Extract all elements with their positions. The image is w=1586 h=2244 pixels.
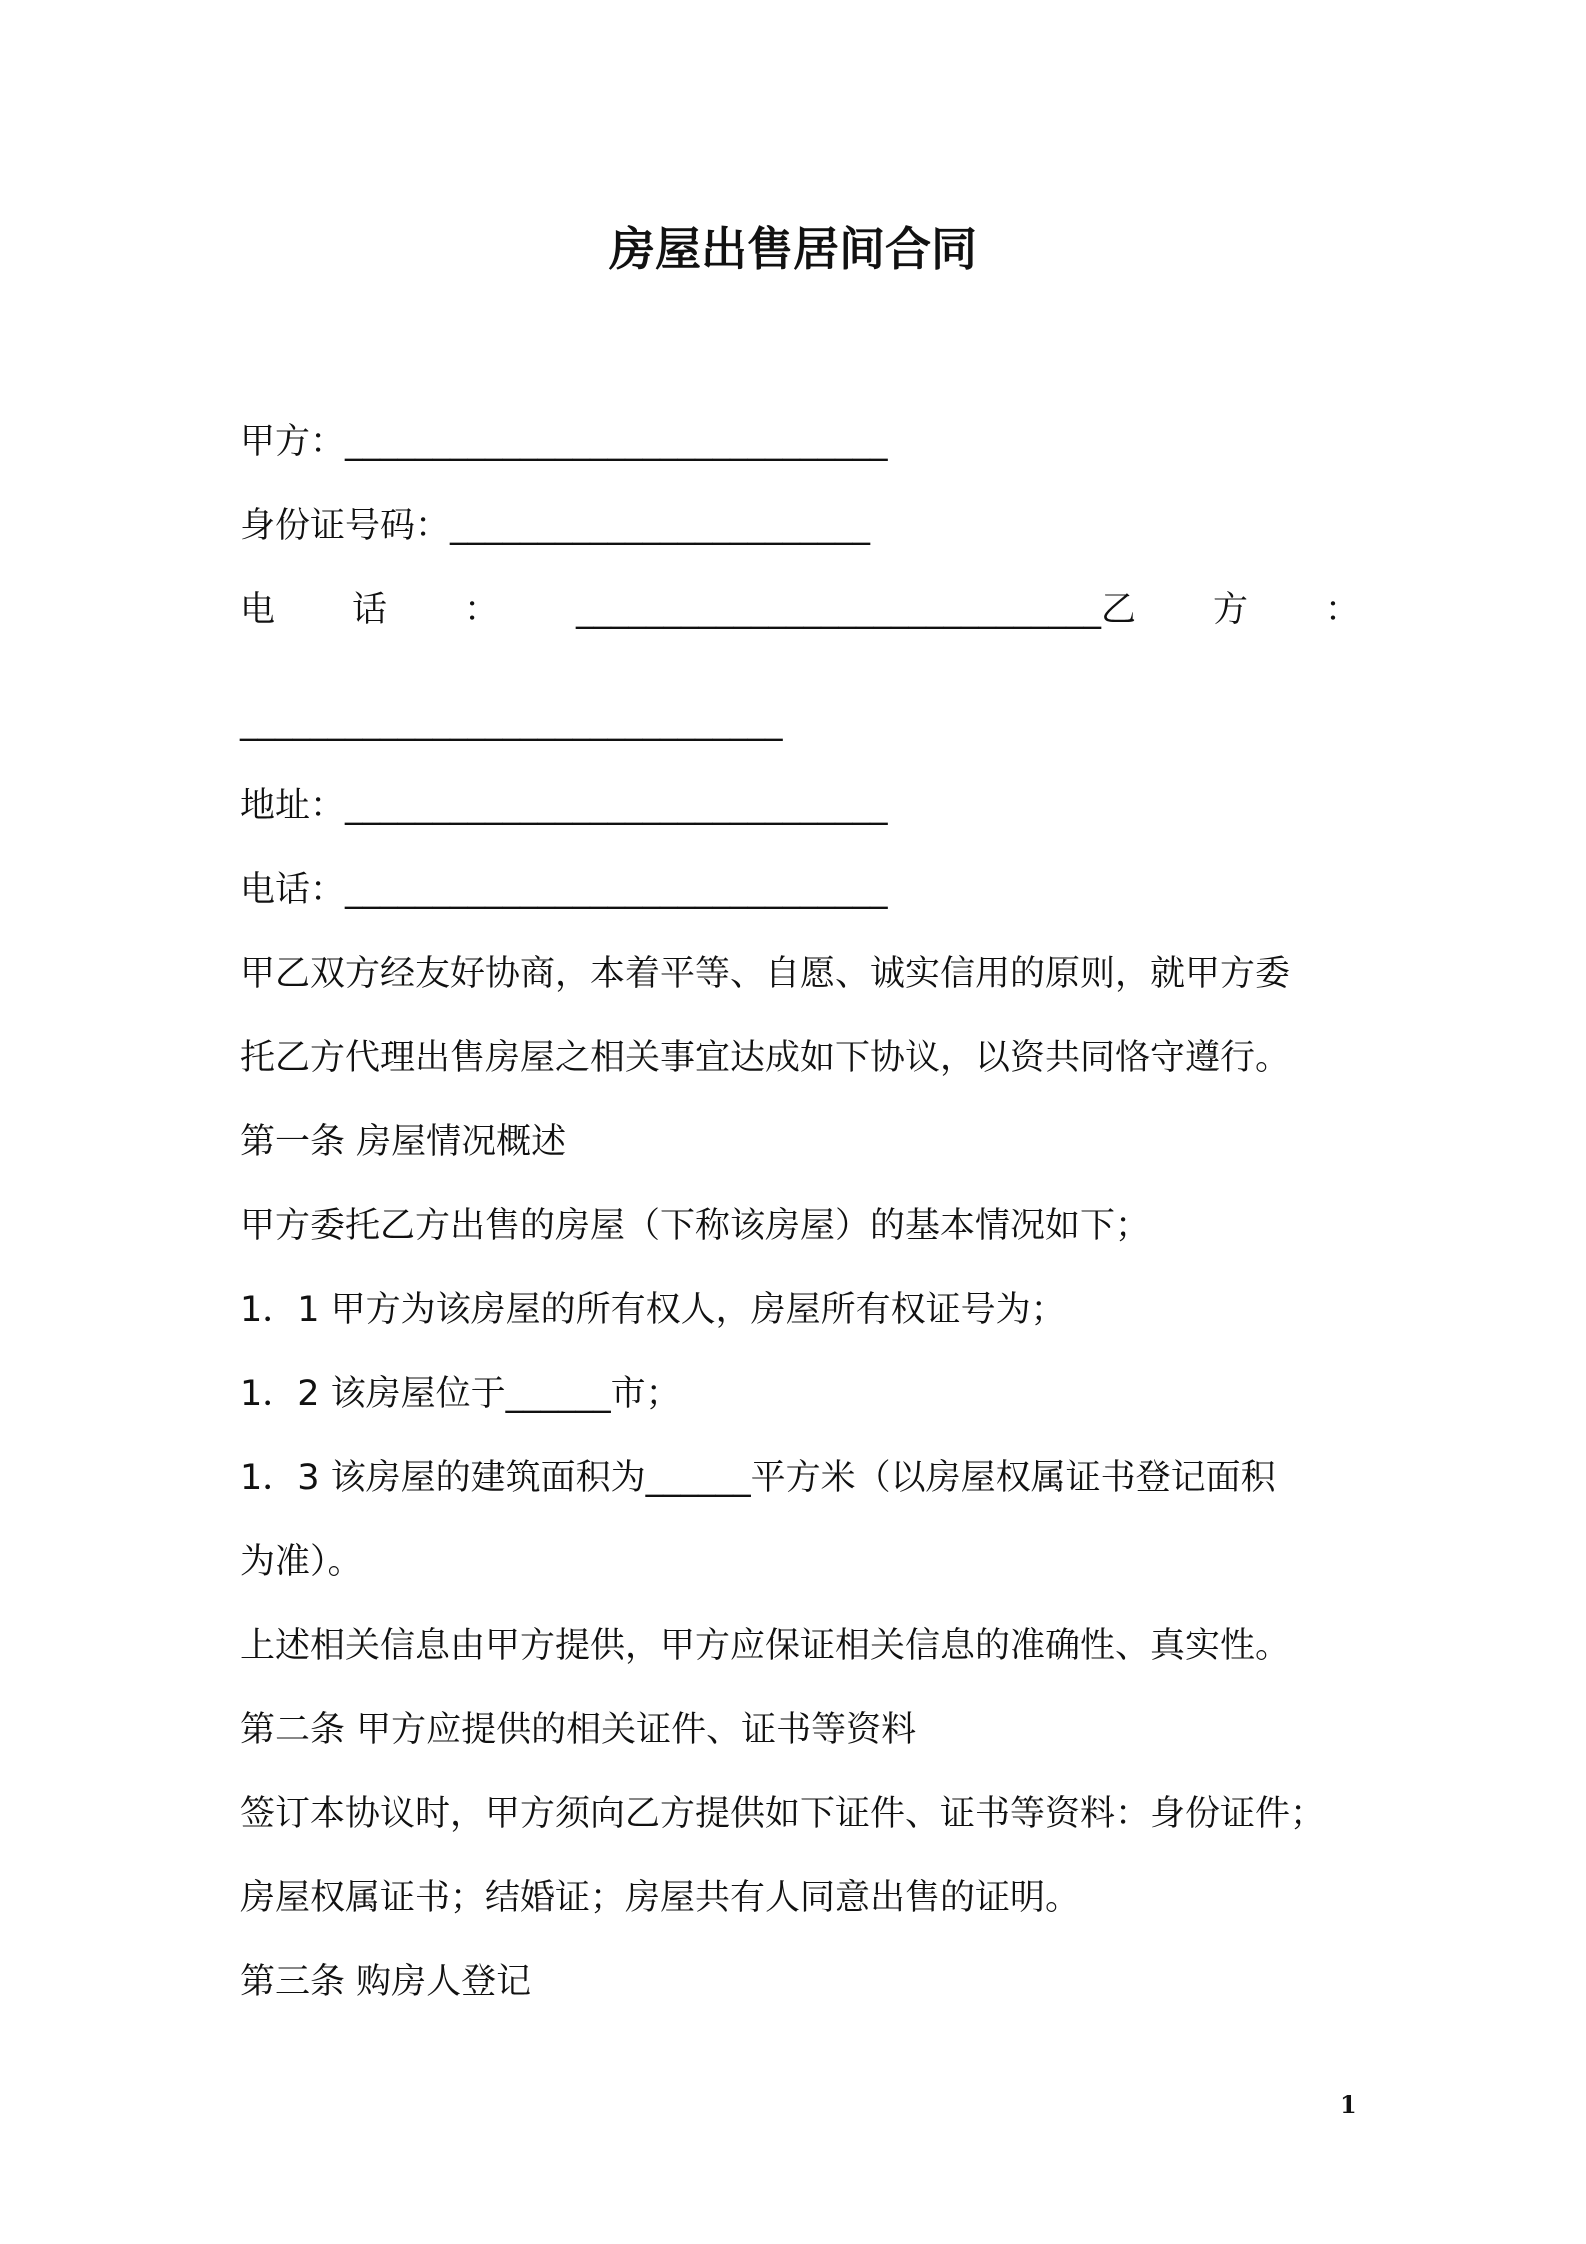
article-3-heading: 第三条 购房人登记	[240, 1962, 532, 2002]
accuracy-statement: 上述相关信息由甲方提供，甲方应保证相关信息的准确性、真实性。	[240, 1626, 1291, 1666]
phone-colon: ：	[463, 590, 499, 630]
party-b-blank-line: _______________________________	[240, 702, 783, 742]
clause-1-3: 1．3 该房屋的建筑面积为______平方米（以房屋权属证书登记面积	[240, 1458, 1276, 1498]
address-line: 地址：_______________________________	[240, 786, 888, 826]
phone-char-1: 电	[240, 590, 276, 630]
article-2-line-2: 房屋权属证书；结婚证；房屋共有人同意出售的证明。	[240, 1878, 1081, 1918]
party-b-colon: ：	[1324, 590, 1360, 630]
document-title: 房屋出售居间合同	[609, 222, 977, 276]
clause-1-2: 1．2 该房屋位于______市；	[240, 1374, 681, 1414]
clause-1-1: 1．1 甲方为该房屋的所有权人，房屋所有权证号为；	[240, 1290, 1066, 1330]
party-a-line: 甲方：_______________________________	[240, 422, 888, 462]
article-1-intro: 甲方委托乙方出售的房屋（下称该房屋）的基本情况如下；	[240, 1206, 1151, 1246]
phone-blank-party-b-char-1: ______________________________乙	[575, 590, 1136, 630]
id-number-line: 身份证号码：________________________	[240, 506, 871, 546]
phone-char-2: 话	[351, 590, 387, 630]
preamble-line-2: 托乙方代理出售房屋之相关事宜达成如下协议，以资共同恪守遵行。	[240, 1038, 1291, 1078]
article-1-heading: 第一条 房屋情况概述	[240, 1122, 567, 1162]
party-b-char-2: 方	[1212, 590, 1248, 630]
page-number: 1	[1340, 2090, 1357, 2119]
document-body	[240, 400, 1360, 2024]
clause-1-3-continued: 为准）。	[240, 1542, 363, 1582]
article-2-line-1: 签订本协议时，甲方须向乙方提供如下证件、证书等资料：身份证件；	[240, 1794, 1326, 1834]
article-2-heading: 第二条 甲方应提供的相关证件、证书等资料	[240, 1710, 917, 1750]
preamble-line-1: 甲乙双方经友好协商，本着平等、自愿、诚实信用的原则，就甲方委	[240, 954, 1291, 994]
phone-line: 电话：_______________________________	[240, 870, 888, 910]
phone-party-b-line	[240, 568, 1360, 652]
